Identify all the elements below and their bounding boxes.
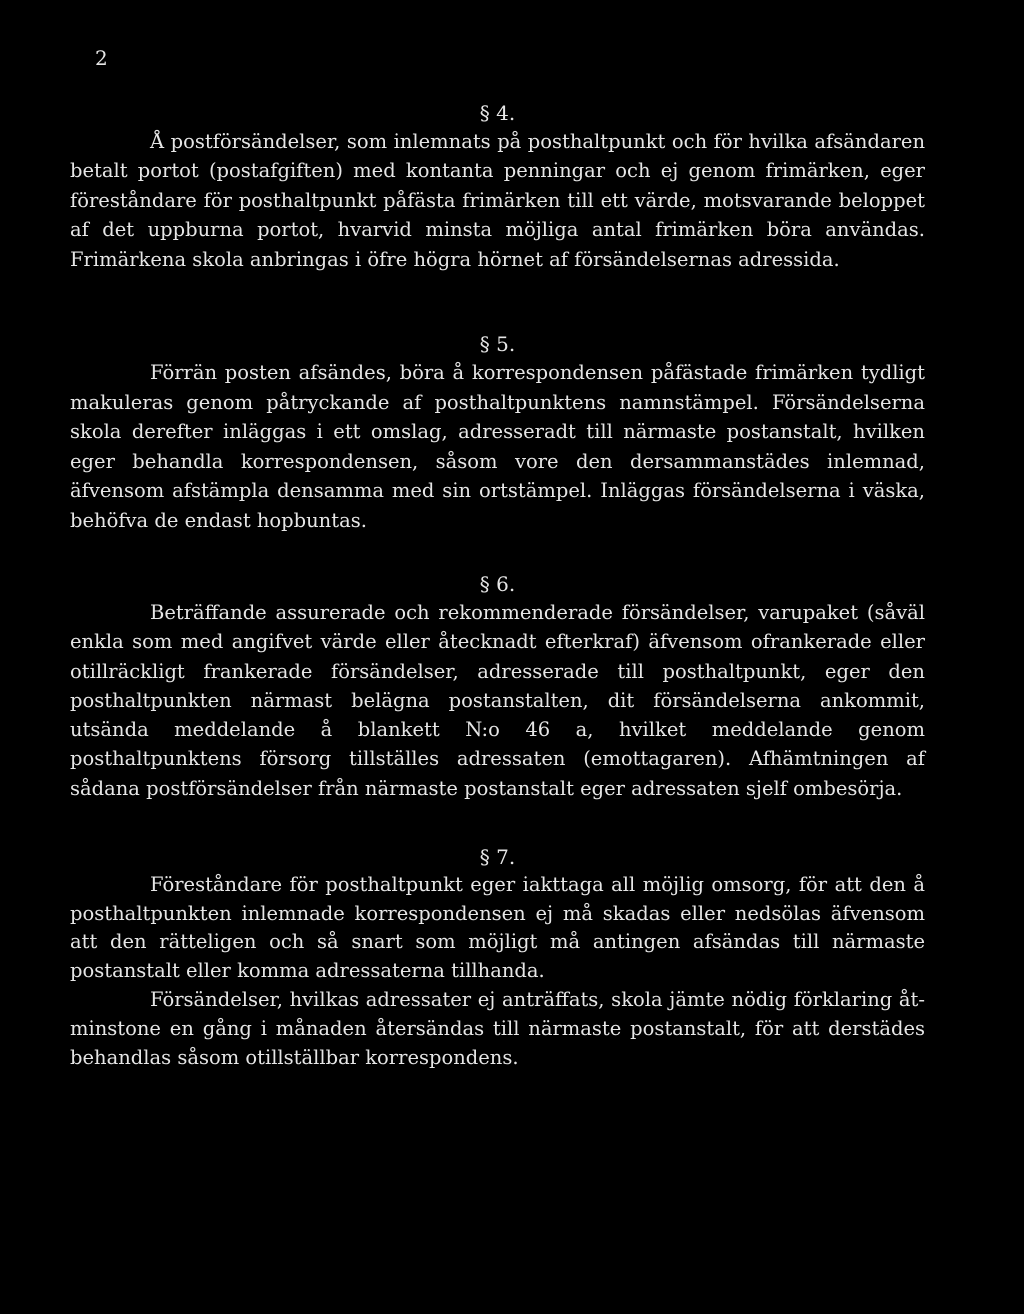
section-7 (70, 843, 925, 1072)
paragraph: Beträffande assurerade och rekommenderade försändelser, varupaket (såväl enkla som med angifvet värde eller åtecknadt efterkraf) äfvensom ofrankerade eller otillräckligt frankerade försändelser, adresserade till posthaltpunkt, eger den posthaltpunkten närmast belägna postanstalten, dit försändelserna ankommit, utsända meddelande å blankett N:o 46 a, hvilket meddelande genom posthaltpunktens försorg tillställes adressaten (emottagaren). Afhämtningen af sådana postförsändelser från närmaste postanstalt eger adressaten sjelf ombesörja. (70, 601, 925, 800)
page-number: 2 (95, 46, 108, 70)
paragraph: Försändelser, hvilkas adressater ej anträffats, skola jämte nödig förklaring åtminstone en gång i månaden återsändas till närmaste postanstalt, för att derstädes behandlas såsom otillställbar korrespondens. (70, 988, 925, 1069)
section-heading: § 4. (479, 101, 516, 125)
section-5 (70, 330, 925, 536)
paragraph: Föreståndare för posthaltpunkt eger iakttaga all möjlig omsorg, för att den å posthaltpunkten inlemnade korrespondensen ej må skadas eller nedsölas äfvensom att den rätteligen och så snart som möjligt må antingen afsändas till närmaste postanstalt eller komma adressaterna tillhanda. (70, 873, 925, 982)
paragraph: Förrän posten afsändes, böra å korrespondensen påfästade frimärken tydligt makuleras genom påtryckande af posthaltpunktens namnstämpel. Försändelserna skola derefter inläggas i ett omslag, adresseradt till närmaste postanstalt, hvilken eger behandla korrespondensen, såsom vore den dersammanstädes inlemnad, äfvensom afstämpla densamma med sin ortstämpel. Inläggas försändelserna i väska, behöfva de endast hopbuntas. (70, 361, 925, 532)
paragraph: Å postförsändelser, som inlemnats på posthaltpunkt och för hvilka afsändaren betalt portot (postafgiften) med kontanta penningar och ej genom frimärken, eger föreståndare för posthaltpunkt påfästa frimärken till ett värde, motsvarande beloppet af det uppburna portot, hvarvid minsta möjliga antal frimärken böra användas. Frimärkena skola anbringas i öfre högra hörnet af försändelsernas adressida. (70, 130, 925, 271)
section-4 (70, 99, 925, 274)
section-6 (70, 570, 925, 803)
section-heading: § 6. (479, 572, 516, 596)
section-heading: § 7. (479, 845, 516, 869)
section-heading: § 5. (479, 332, 516, 356)
